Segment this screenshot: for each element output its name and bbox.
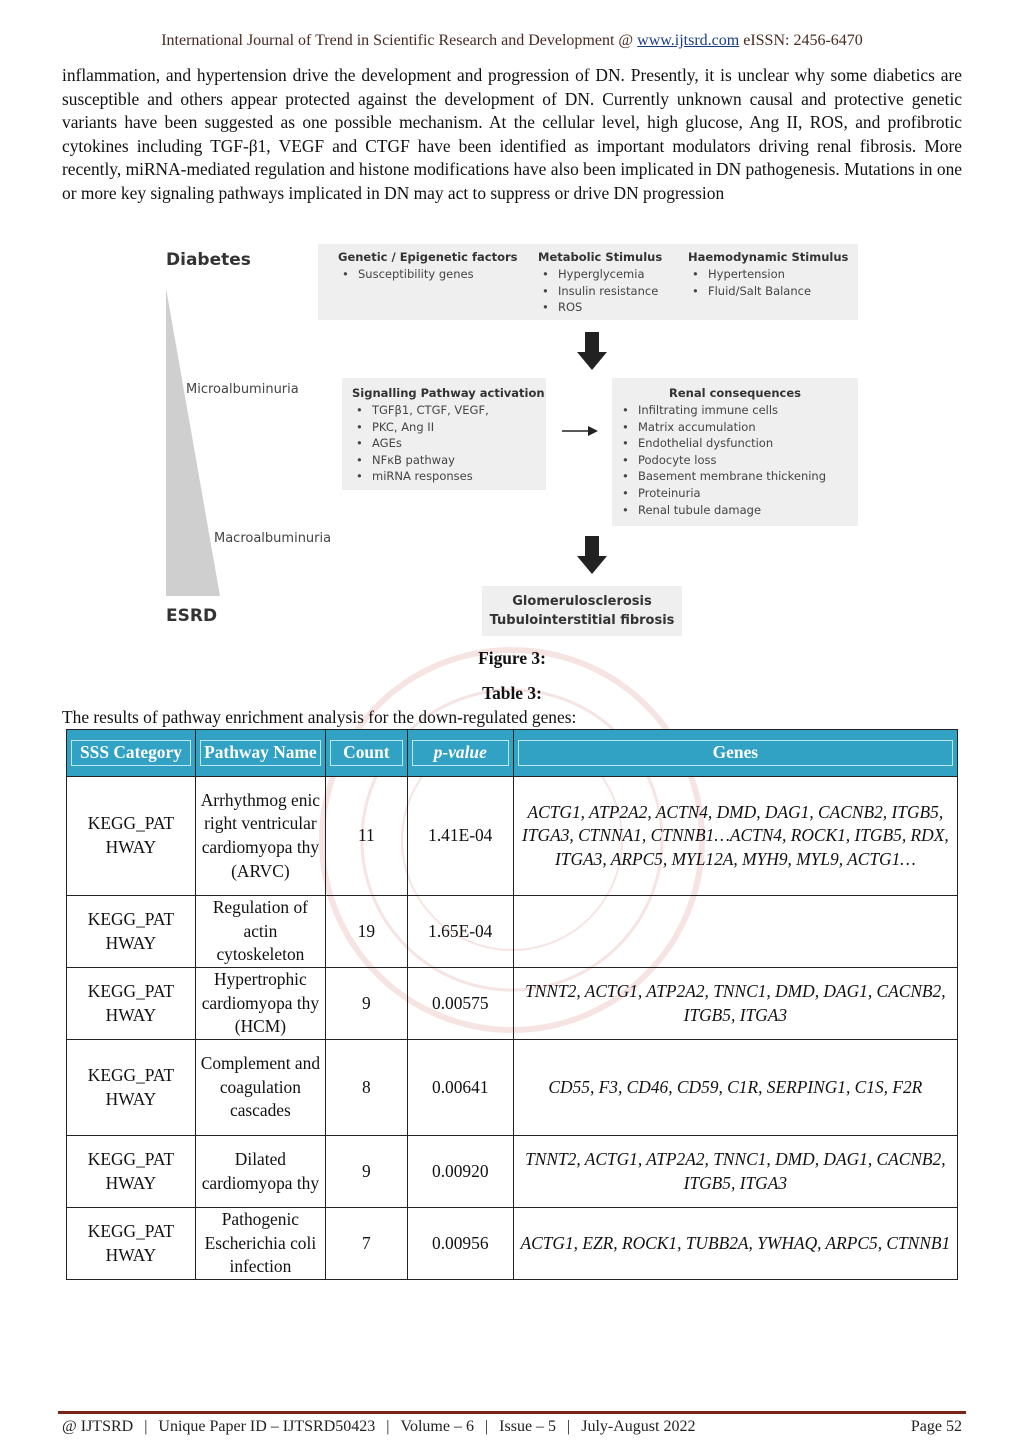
footer-details: @ IJTSRD | Unique Paper ID – IJTSRD50423 | Volume – 6 | Issue – 5 | July-August 2022 [62, 1418, 696, 1435]
issn: eISSN: 2456-6470 [739, 32, 863, 49]
table-row [67, 777, 958, 896]
haemodynamic-title: Haemodynamic Stimulus [688, 250, 849, 264]
table-intro: The results of pathway enrichment analysis for the down-regulated genes: [62, 707, 577, 727]
renal-item: • Basement membrane thickening [618, 468, 826, 485]
col-header-genes [513, 730, 957, 777]
genetic-title: Genetic / Epigenetic factors [338, 250, 518, 264]
cell-pvalue: 1.65E-04 [407, 896, 513, 968]
genetic-list [338, 266, 518, 283]
renal-item: • Endothelial dysfunction [618, 435, 826, 452]
cell-pvalue: 0.00956 [407, 1208, 513, 1280]
cell-count: 19 [325, 896, 407, 968]
cell-count: 9 [325, 968, 407, 1040]
signalling-title: Signalling Pathway activation [352, 386, 545, 400]
metabolic-item: • Insulin resistance [538, 283, 662, 300]
col-header-count [325, 730, 407, 777]
footer-paper-id: Unique Paper ID – IJTSRD50423 [158, 1418, 376, 1435]
page-footer [62, 1418, 962, 1436]
cell-count: 7 [325, 1208, 407, 1280]
header-label: Count [330, 740, 403, 766]
footer-date: July-August 2022 [581, 1418, 696, 1435]
haemodynamic-item: • Hypertension [688, 266, 848, 283]
outcome-tubulointerstitial-fibrosis: Tubulointerstitial fibrosis [489, 613, 675, 628]
progression-wedge [164, 288, 224, 598]
arrow-down-icon [577, 332, 607, 372]
renal-item: • Renal tubule damage [618, 502, 826, 519]
metabolic-stimulus [538, 250, 662, 316]
signalling-box [342, 378, 546, 490]
cell-pathway: Dilated cardiomyopa thy [195, 1136, 325, 1208]
header-label: SSS Category [71, 740, 191, 766]
renal-list [618, 402, 826, 518]
paragraph-text: inflammation, and hypertension drive the development and progression of DN. Presently, it is unclear why some diabetics are susceptible and others appear protected against the development of DN. Currently unknown causal and protective genetic variants have been suggested as one possible mechanism. At the cellular level, high glucose, Ang II, ROS, and profibrotic cytokines including TGF-β1, VEGF and CTGF have been identified as important modulators driving renal fibrosis. More recently, miRNA-mediated regulation and histone modifications have also been implicated in DN pathogenesis. Mutations in one or more key signaling pathways implicated in DN may act to suppress or drive DN progression [62, 65, 962, 203]
renal-item: • Matrix accumulation [618, 419, 826, 436]
journal-link[interactable]: www.ijtsrd.com [637, 32, 740, 49]
metabolic-title: Metabolic Stimulus [538, 250, 663, 264]
cell-pvalue: 0.00575 [407, 968, 513, 1040]
outcome-box [482, 586, 682, 636]
header-label: Pathway Name [200, 740, 321, 766]
table-header-row [67, 730, 958, 777]
cell-pvalue: 1.41E-04 [407, 777, 513, 896]
col-header-pathway [195, 730, 325, 777]
genetic-factors [338, 250, 518, 283]
stage-esrd: ESRD [166, 606, 218, 626]
running-header [0, 32, 1024, 50]
cell-pvalue: 0.00920 [407, 1136, 513, 1208]
renal-title: Renal consequences [669, 386, 801, 400]
table-row [67, 1208, 958, 1280]
figure-caption: Figure 3: [478, 648, 546, 668]
metabolic-item: • Hyperglycemia [538, 266, 662, 283]
cell-pvalue: 0.00641 [407, 1040, 513, 1136]
table-row [67, 896, 958, 968]
footer-issue: Issue – 5 [499, 1418, 557, 1435]
haemodynamic-item: • Fluid/Salt Balance [688, 283, 848, 300]
cell-category: KEGG_PAT HWAY [67, 1040, 196, 1136]
cell-count: 8 [325, 1040, 407, 1136]
arrow-down-icon [577, 536, 607, 576]
arrow-right-icon [562, 424, 598, 438]
cell-pathway: Hypertrophic cardiomyopa thy (HCM) [195, 968, 325, 1040]
renal-item: • Proteinuria [618, 485, 826, 502]
haemodynamic-stimulus [688, 250, 848, 299]
metabolic-list [538, 266, 662, 316]
cell-category: KEGG_PAT HWAY [67, 1136, 196, 1208]
haemodynamic-list [688, 266, 848, 299]
genetic-item: • Susceptibility genes [338, 266, 518, 283]
cell-pathway: Pathogenic Escherichia coli infection [195, 1208, 325, 1280]
signalling-item: • AGEs [352, 435, 545, 452]
renal-consequences-box [612, 378, 858, 526]
table-row [67, 968, 958, 1040]
cell-genes: ACTG1, EZR, ROCK1, TUBB2A, YWHAQ, ARPC5, CTNNB1 [513, 1208, 957, 1280]
cell-count: 9 [325, 1136, 407, 1208]
signalling-item: • miRNA responses [352, 468, 545, 485]
footer-brand: @ IJTSRD [62, 1418, 134, 1435]
cell-category: KEGG_PAT HWAY [67, 896, 196, 968]
col-header-pvalue [407, 730, 513, 777]
cell-genes: TNNT2, ACTG1, ATP2A2, TNNC1, DMD, DAG1, CACNB2, ITGB5, ITGA3 [513, 968, 957, 1040]
body-paragraph [62, 64, 962, 206]
header-label: Genes [518, 740, 953, 766]
signalling-item: • TGFβ1, CTGF, VEGF, [352, 402, 545, 419]
stage-diabetes: Diabetes [166, 250, 251, 270]
footer-rule [58, 1411, 966, 1414]
journal-name: International Journal of Trend in Scientific Research and Development @ [161, 32, 638, 49]
signalling-item: • PKC, Ang II [352, 419, 545, 436]
stage-macroalbuminuria: Macroalbuminuria [214, 531, 332, 546]
cell-genes: CD55, F3, CD46, CD59, C1R, SERPING1, C1S, F2R [513, 1040, 957, 1136]
cell-genes: ACTG1, ATP2A2, ACTN4, DMD, DAG1, CACNB2, ITGB5, ITGA3, CTNNA1, CTNNB1…ACTN4, ROCK1, ITGB5, RDX, ITGA3, ARPC5, MYL12A, MYH9, MYL9, ACTG1… [513, 777, 957, 896]
outcome-glomerulosclerosis: Glomerulosclerosis [512, 594, 652, 609]
page-number: Page 52 [910, 1418, 962, 1435]
signalling-item: • NFκB pathway [352, 452, 545, 469]
table-row [67, 1040, 958, 1136]
col-header-category [67, 730, 196, 777]
renal-item: • Infiltrating immune cells [618, 402, 826, 419]
table-caption: Table 3: [482, 683, 542, 703]
stage-microalbuminuria: Microalbuminuria [186, 382, 299, 397]
header-label: p-value [412, 740, 509, 766]
cell-pathway: Arrhythmog enic right ventricular cardiomyopa thy (ARVC) [195, 777, 325, 896]
table-row [67, 1136, 958, 1208]
cell-count: 11 [325, 777, 407, 896]
footer-volume: Volume – 6 [400, 1418, 474, 1435]
dn-progression-diagram [164, 244, 862, 640]
pathway-enrichment-table [66, 729, 958, 1280]
cell-pathway: Regulation of actin cytoskeleton [195, 896, 325, 968]
cell-pathway: Complement and coagulation cascades [195, 1040, 325, 1136]
renal-item: • Podocyte loss [618, 452, 826, 469]
cell-genes [513, 896, 957, 968]
cell-category: KEGG_PAT HWAY [67, 1208, 196, 1280]
cell-category: KEGG_PAT HWAY [67, 777, 196, 896]
signalling-list [352, 402, 545, 485]
cell-category: KEGG_PAT HWAY [67, 968, 196, 1040]
stimulus-box [318, 244, 858, 320]
metabolic-item: • ROS [538, 299, 662, 316]
cell-genes: TNNT2, ACTG1, ATP2A2, TNNC1, DMD, DAG1, CACNB2, ITGB5, ITGA3 [513, 1136, 957, 1208]
